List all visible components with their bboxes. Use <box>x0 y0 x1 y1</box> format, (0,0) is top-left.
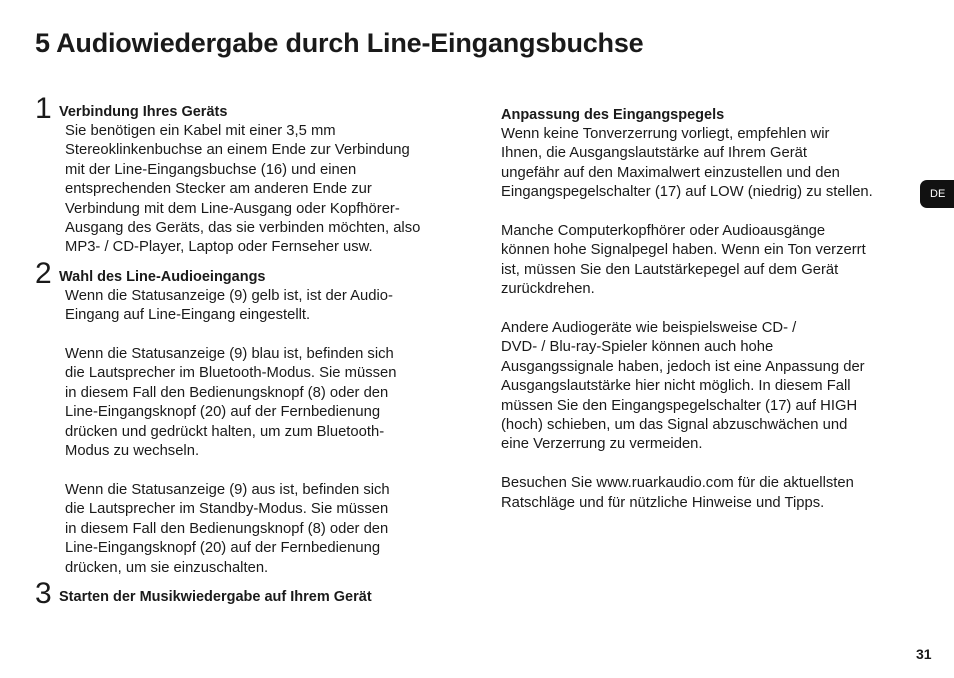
step-text: Wenn die Statusanzeige (9) gelb ist, ist der Audio- Eingang auf Line-Eingang eingestellt. <box>65 287 393 324</box>
step-number: 3 <box>35 576 52 610</box>
step-heading: Starten der Musikwiedergabe auf Ihrem Gerät <box>59 588 372 605</box>
step-2 <box>35 256 455 578</box>
page-number: 31 <box>916 646 932 662</box>
language-tab: DE <box>920 180 954 208</box>
step-text: Wenn die Statusanzeige (9) blau ist, befinden sich die Lautsprecher im Bluetooth-Modus. Sie müssen in diesem Fall den Bedienungsknopf (8) oder den Line-Eingangsknopf (20) auf der Fernbedienung drücken und gedrückt halten, um zum Bluetooth- Modus zu wechseln. <box>65 346 397 460</box>
left-column <box>35 92 455 610</box>
section-text: Andere Audiogeräte wie beispielsweise CD- / DVD- / Blu-ray-Spieler können auch hohe Ausgangssignale haben, jedoch ist eine Anpassung der Ausgangslautstärke hier nicht möglich. In diesem Fall müssen Sie den Eingangspegelschalter (17) auf HIGH (hoch) schieben, um das Signal abzuschwächen und eine Verzerrung zu vermeiden. <box>501 320 865 453</box>
step-heading: Wahl des Line-Audioeingangs <box>59 268 266 285</box>
right-column <box>501 106 911 513</box>
step-text: Wenn die Statusanzeige (9) aus ist, befinden sich die Lautsprecher im Standby-Modus. Sie müssen in diesem Fall den Bedienungsknopf (8) oder den Line-Eingangsknopf (20) auf der Fernbedienung drücken, um sie einzuschalten. <box>65 481 390 576</box>
page-title: 5 Audiowiedergabe durch Line-Eingangsbuchse <box>35 28 644 58</box>
section-text: Besuchen Sie www.ruarkaudio.com für die aktuellsten Ratschläge und für nützliche Hinweise und Tipps. <box>501 475 854 511</box>
step-1 <box>35 92 455 258</box>
step-heading: Verbindung Ihres Geräts <box>59 104 228 120</box>
section-heading: Anpassung des Eingangspegels <box>501 107 725 123</box>
step-3 <box>35 576 455 610</box>
step-header <box>35 92 455 125</box>
step-text: Sie benötigen ein Kabel mit einer 3,5 mm Stereoklinkenbuchse an einem Ende zur Verbindung mit der Line-Eingangsbuchse (16) und einen entsprechenden Stecker am anderen Ende zur Verbindung mit dem Line-Ausgang oder Kopfhörer- Ausgang des Geräts, das sie verbinden möchten, also MP3- / CD-Player, Laptop oder Fernseher usw. <box>65 123 421 256</box>
step-number: 1 <box>35 92 52 125</box>
step-header <box>35 256 455 290</box>
section-text: Manche Computerkopfhörer oder Audioausgänge können hohe Signalpegel haben. Wenn ein Ton verzerrt ist, müssen Sie den Lautstärkepegel auf dem Gerät zurückdrehen. <box>501 223 866 298</box>
step-header <box>35 576 455 610</box>
step-number: 2 <box>35 256 52 290</box>
section-text: Wenn keine Tonverzerrung vorliegt, empfehlen wir Ihnen, die Ausgangslautstärke auf Ihrem Gerät ungefähr auf den Maximalwert einzustellen und den Eingangspegelschalter (17) auf LOW (niedrig) zu stellen. <box>501 126 873 201</box>
